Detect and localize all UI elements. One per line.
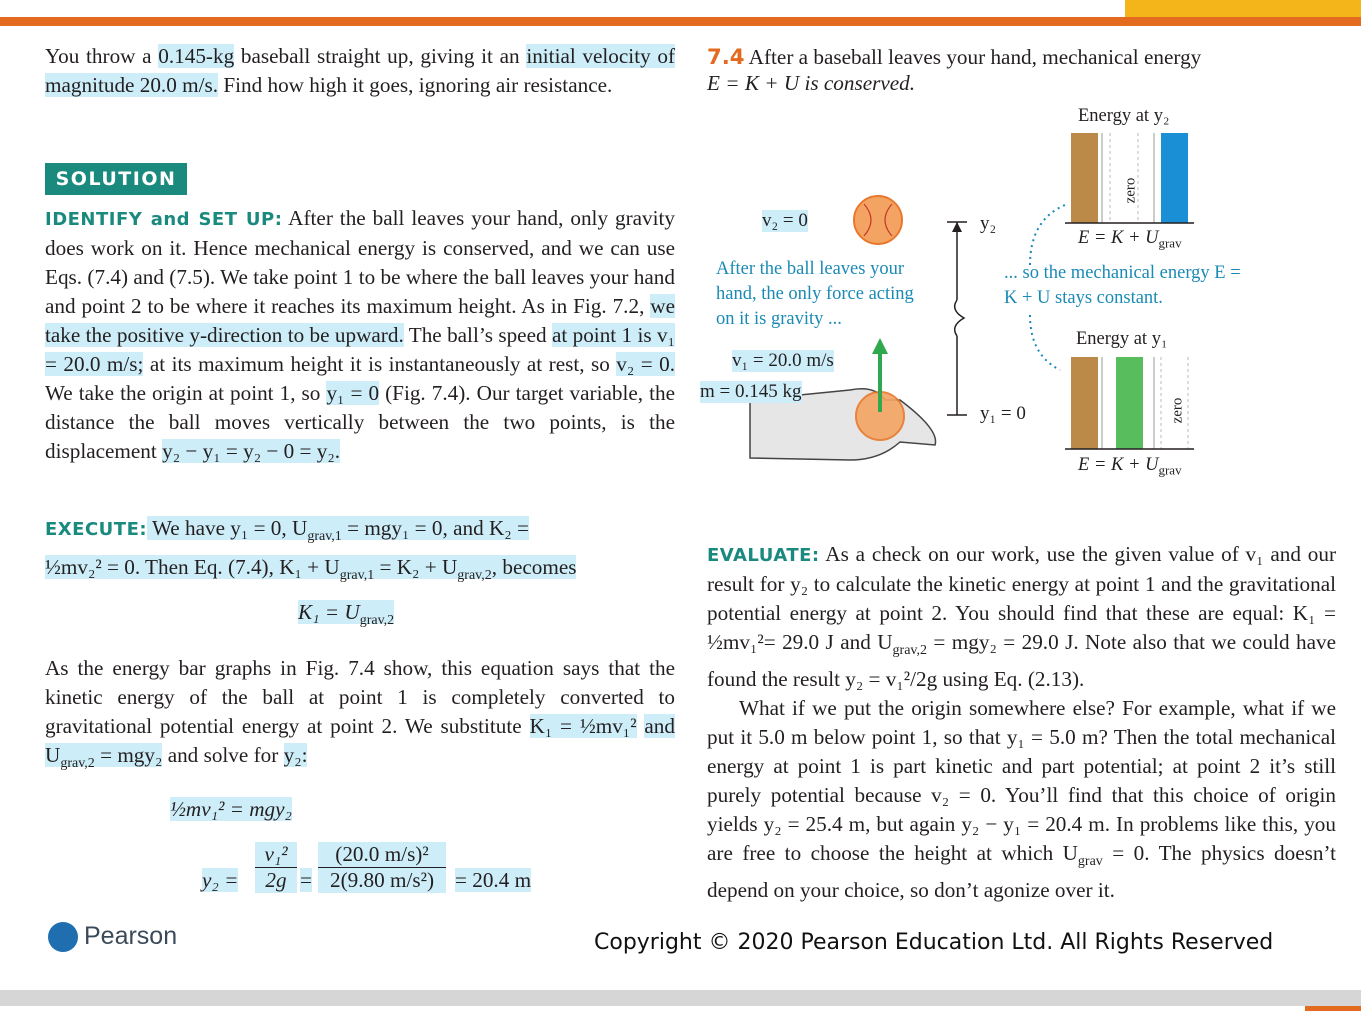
- figure-caption-conserved: ... so the mechanical energy E = K + U stays constant.: [1004, 263, 1241, 308]
- identify-highlight: v₂ = 0.: [616, 352, 675, 376]
- solution-label: SOLUTION: [45, 163, 187, 195]
- evaluate-section: [707, 540, 1336, 905]
- footer-accent: [1305, 1006, 1361, 1011]
- energy-top-label: Energy at y₂: [1078, 106, 1170, 126]
- identify-text: We take the origin at point 1, so: [45, 381, 327, 405]
- identify-highlight: y₁ = 0: [326, 381, 380, 405]
- identify-section: [45, 204, 675, 466]
- label-v2: v₂ = 0: [762, 210, 808, 231]
- evaluate-text: = mgy₂ = 29.0 J. Note also that we could have found the result y₂ = v₁²/2g using Eq. (2.13).: [707, 630, 1336, 692]
- execute-highlight: = mgy₂: [94, 743, 163, 767]
- energy-eq-top: [1078, 228, 1182, 252]
- figure-title-text: After a baseball leaves your hand, mechanical energy: [744, 45, 1202, 69]
- energy-eq-text: E = K + U: [1078, 455, 1159, 475]
- execute-text: As the energy bar graphs in Fig. 7.4 show, this equation says that the kinetic energy of the ball at point 1 is completely converted to gravitational potential energy at point 2. We substitute: [45, 656, 675, 738]
- energy-eq-text: E = K + U: [1078, 228, 1159, 248]
- header-decoration: [1125, 0, 1361, 17]
- fraction-numerator: (20.0 m/s)²: [318, 842, 446, 868]
- figure-title-equation: E = K + U is conserved.: [707, 71, 916, 95]
- figure-caption-gravity: After the ball leaves your hand, the only force acting on it is gravity ...: [716, 259, 914, 329]
- execute-highlight: and U: [45, 714, 675, 767]
- identify-highlight: at point 1 is v₁ = 20.0 m/s;: [45, 323, 675, 376]
- fraction-denominator: 2g: [265, 868, 287, 892]
- label-y2: y₂: [980, 213, 997, 234]
- execute-text: We have y₁ = 0, U: [147, 516, 308, 540]
- fraction-1: [255, 842, 297, 893]
- figure-title: [707, 44, 1347, 96]
- evaluate-text: = 0. The physics doesn’t depend on your choice, so don’t agonize over it.: [707, 841, 1337, 903]
- execute-text: , becomes: [491, 555, 577, 580]
- identify-highlight: we take the positive y-direction to be upward.: [45, 294, 675, 347]
- publisher-name: Pearson: [84, 922, 178, 950]
- problem-text: Find how high it goes, ignoring air resistance.: [218, 73, 613, 97]
- equation-text: =: [300, 868, 312, 892]
- execute-sub: grav,2: [60, 756, 95, 772]
- problem-statement: [45, 42, 675, 100]
- execute-sub: grav,1: [307, 529, 342, 545]
- equation-y2-lhs: [202, 868, 238, 893]
- execute-highlight: y₂:: [283, 743, 308, 767]
- gravity-bar-bottom: [1116, 357, 1143, 449]
- energy-bottom-label: Energy at y₁: [1076, 329, 1168, 349]
- execute-heading: EXECUTE:: [45, 519, 148, 540]
- execute-sub: grav,1: [339, 568, 375, 584]
- execute-sub: grav,2: [457, 568, 492, 584]
- equation-text: ½mv₁² = mgy₂: [170, 797, 292, 821]
- publisher-logo: [48, 922, 177, 952]
- equation-equals: [300, 868, 312, 893]
- label-v1: v₁ = 20.0 m/s: [732, 350, 834, 371]
- equation-text: y₂ =: [202, 868, 239, 892]
- evaluate-text: As a check on our work, use the given value of v₁ and our result for y₂ to calculate the kinetic energy at point 1 and the gravitational potential energy at point 2. You should find that these are equal: K₁ = ½mv₁²= 29.0 J and U: [707, 542, 1336, 654]
- dotted-arrow-down: [1030, 315, 1060, 370]
- zero-label-top: zero: [1122, 177, 1139, 204]
- execute-highlight: K₁ = ½mv₁²: [529, 714, 637, 738]
- identify-text: at its maximum height it is instantaneously at rest, so: [143, 352, 617, 376]
- velocity-arrowhead-icon: [872, 338, 888, 354]
- equation-energy: [170, 797, 292, 822]
- problem-highlight-mass: 0.145-kg: [158, 44, 235, 68]
- equation-k1: [298, 600, 394, 629]
- execute-text: = mgy₁ = 0, and K₂ =: [341, 516, 529, 540]
- kinetic-bar-top: [1071, 133, 1098, 223]
- problem-text: baseball straight up, giving it an: [234, 44, 527, 68]
- evaluate-heading: EVALUATE:: [707, 545, 820, 566]
- execute-text: = K₂ + U: [374, 555, 458, 580]
- height-arrowhead-icon: [952, 222, 962, 232]
- evaluate-sub: grav: [1077, 854, 1103, 870]
- fraction-numerator: v₁²: [264, 842, 288, 866]
- energy-eq-sub: grav: [1158, 235, 1182, 251]
- evaluate-text: What if we put the origin somewhere else? For example, what if we put it 5.0 m below point 1, so that y₁ = 5.0 m? Then the total mechanical energy at point 1 is part kinetic and part potential; at point 2 it’s still purely potential because v₂ = 0. You’ll find that this choice of origin yields y₂ = 25.4 m, but again y₂ − y₁ = 20.4 m. In problems like this, you are free to choose the height at which U: [707, 696, 1336, 866]
- identify-text: The ball’s speed: [403, 323, 552, 347]
- fraction-denominator: 2(9.80 m/s²): [318, 868, 446, 893]
- execute-section: [45, 513, 675, 591]
- execute-text: and solve for: [162, 743, 284, 767]
- label-mass: m = 0.145 kg: [700, 381, 802, 402]
- energy-eq-bottom: [1078, 455, 1182, 479]
- figure-number: 7.4: [707, 44, 745, 69]
- dotted-arrow-up: [1030, 205, 1065, 265]
- equation-text: K₁ = U: [298, 600, 360, 624]
- execute-paragraph: [45, 654, 675, 778]
- fraction-2: [318, 842, 446, 893]
- baseball-top-icon: [854, 196, 902, 244]
- label-y1: y₁ = 0: [980, 403, 1026, 424]
- problem-text: You throw a: [45, 44, 159, 68]
- footer-bar: [0, 990, 1361, 1006]
- pearson-logo-icon: [48, 922, 78, 952]
- equation-text: = 20.4 m: [455, 868, 532, 892]
- equation-result: [455, 868, 531, 893]
- energy-eq-sub: grav: [1158, 462, 1182, 478]
- zero-label-bottom: zero: [1169, 397, 1186, 424]
- problem-highlight-velocity: initial velocity of magnitude 20.0 m/s.: [45, 44, 676, 97]
- potential-bar-top: [1161, 133, 1188, 223]
- identify-text: After the ball leaves your hand, only gravity does work on it. Hence mechanical energy is conserved, and we can use Eqs. (7.4) and (7.5). We take point 1 to be where the ball leaves your hand and point 2 to be where it reaches its maximum height. As in Fig. 7.2,: [45, 206, 675, 318]
- evaluate-sub: grav,2: [892, 643, 927, 659]
- copyright-notice: Copyright © 2020 Pearson Education Ltd. All Rights Reserved: [594, 930, 1274, 955]
- identify-heading: IDENTIFY and SET UP:: [45, 209, 283, 230]
- kinetic-bar-bottom: [1071, 357, 1098, 449]
- execute-text: ½mv₂² = 0. Then Eq. (7.4), K₁ + U: [45, 555, 340, 580]
- equation-sub: grav,2: [359, 613, 395, 629]
- header-bar: [0, 17, 1361, 26]
- identify-text: (Fig. 7.4). Our target variable, the distance the ball moves vertically between the two points, is the displacement: [45, 381, 675, 463]
- identify-highlight: y₂ − y₁ = y₂ − 0 = y₂.: [162, 439, 341, 463]
- height-break: [955, 300, 964, 336]
